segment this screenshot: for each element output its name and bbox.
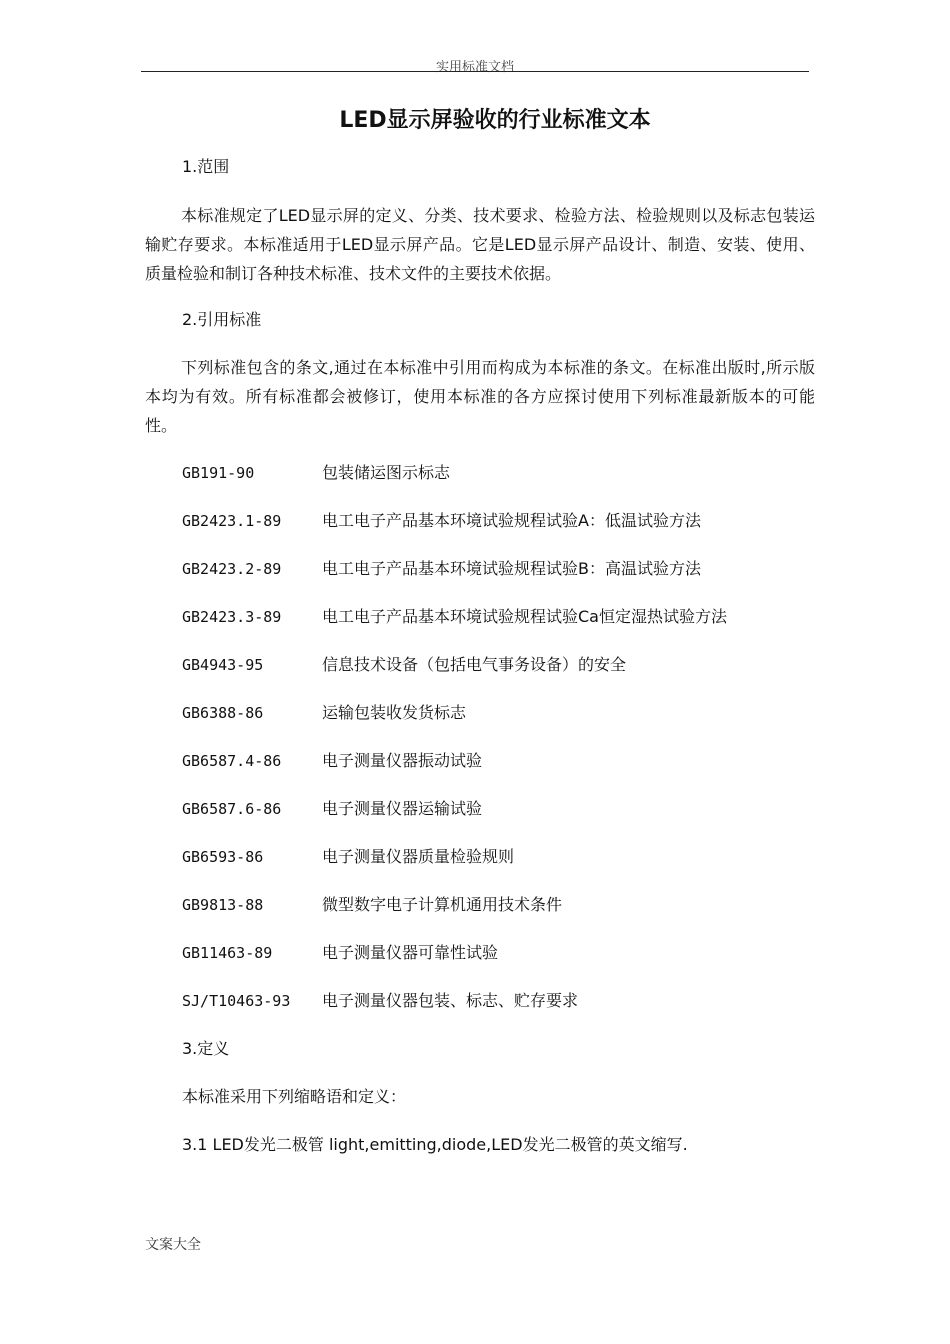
- reference-name: 运输包装收发货标志: [322, 703, 467, 722]
- reference-code: GB6593-86: [182, 848, 264, 866]
- scope-paragraph: 本标准规定了LED显示屏的定义、分类、技术要求、检验方法、检验规则以及标志包装运输贮存要求。本标准适用于LED显示屏产品。它是LED显示屏产品设计、制造、安装、使用、质量检验和制订各种技术标准、技术文件的主要技术依据。: [145, 206, 815, 283]
- definition-3-1: 3.1 LED发光二极管 light,emitting,diode,LED发光二极管的英文缩写.: [182, 1135, 688, 1154]
- reference-name: 电子测量仪器包装、标志、贮存要求: [322, 991, 579, 1010]
- reference-code: GB191-90: [182, 464, 255, 482]
- reference-code: GB2423.3-89: [182, 608, 282, 626]
- reference-name: 信息技术设备（包括电气事务设备）的安全: [322, 655, 627, 674]
- reference-name: 电工电子产品基本环境试验规程试验B：高温试验方法: [322, 559, 701, 578]
- document-title: LED显示屏验收的行业标准文本: [339, 108, 651, 133]
- reference-name: 电工电子产品基本环境试验规程试验Ca恒定湿热试验方法: [322, 607, 727, 626]
- reference-code: GB2423.1-89: [182, 512, 282, 530]
- page-header: 实用标准文档: [435, 60, 514, 75]
- references-paragraph: 下列标准包含的条文,通过在本标准中引用而构成为本标准的条文。在标准出版时,所示版本均为有效。所有标准都会被修订，使用本标准的各方应探讨使用下列标准最新版本的可能性。: [145, 358, 815, 435]
- reference-name: 电子测量仪器振动试验: [322, 751, 483, 770]
- reference-code: GB9813-88: [182, 896, 264, 914]
- reference-name: 电工电子产品基本环境试验规程试验A：低温试验方法: [322, 511, 701, 530]
- page-footer: 文案大全: [145, 1237, 201, 1253]
- reference-code: GB6587.4-86: [182, 752, 282, 770]
- header-divider: [141, 71, 809, 72]
- reference-code: GB6388-86: [182, 704, 264, 722]
- reference-name: 包装储运图示标志: [322, 463, 451, 482]
- reference-code: GB11463-89: [182, 944, 273, 962]
- reference-code: GB4943-95: [182, 656, 264, 674]
- reference-name: 电子测量仪器质量检验规则: [322, 847, 515, 866]
- reference-name: 电子测量仪器可靠性试验: [322, 943, 499, 962]
- definitions-intro: 本标准采用下列缩略语和定义：: [182, 1087, 407, 1106]
- section-heading-references: 2.引用标准: [182, 310, 262, 329]
- reference-name: 电子测量仪器运输试验: [322, 799, 483, 818]
- reference-code: GB6587.6-86: [182, 800, 282, 818]
- reference-name: 微型数字电子计算机通用技术条件: [322, 895, 563, 914]
- reference-code: SJ/T10463-93: [182, 992, 291, 1010]
- section-heading-scope: 1.范围: [182, 157, 230, 176]
- section-heading-definitions: 3.定义: [182, 1039, 230, 1058]
- reference-code: GB2423.2-89: [182, 560, 282, 578]
